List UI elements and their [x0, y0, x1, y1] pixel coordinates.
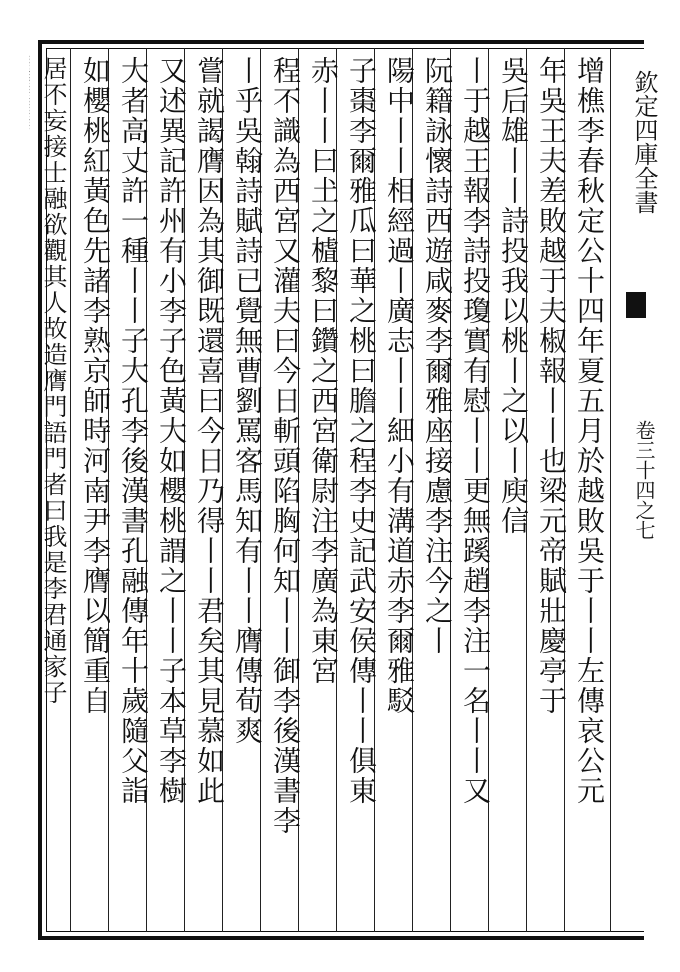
text-column-12: 又述異記許州有小李子色黃大如櫻桃謂之丨丨子本草李樹 [155, 56, 188, 806]
text-column-3: 吳后雄丨丨詩投我以桃丨之以丨庾信 [497, 56, 530, 536]
text-column-5: 阮籍詠懷詩西遊咸麥李爾雅座接慮李注今之丨 [421, 56, 454, 656]
text-column-2: 年吳王夫差敗越于夫椒報丨丨也梁元帝賦壯慶亭于 [535, 56, 568, 716]
text-column-7: 子棗李爾雅瓜曰華之桃曰膽之程李史記武安侯傳丨丨俱東 [345, 56, 378, 806]
text-column-8: 赤丨丨曰𡈽之樝黎曰鑽之西宮衛尉注李廣為東宮 [307, 56, 340, 686]
text-column-14: 如櫻桃紅黃色先諸李熟京師時河南尹李膺以簡重自 [79, 56, 112, 716]
text-column-11: 嘗就謁膺因為其御既還喜曰今日乃得丨丨君矣其見慕如此 [193, 56, 226, 806]
text-column-6: 陽中丨丨相經過丨廣志丨丨細小有溝道赤李爾雅駁 [383, 56, 416, 716]
text-column-13: 大者高丈許一種丨丨子大孔李後漢書孔融傳年十歲隨父詣 [117, 56, 150, 806]
column-rule [610, 48, 611, 932]
text-column-1: 增樵李春秋定公十四年夏五月於越敗吳于丨丨左傳哀公元 [573, 56, 606, 806]
text-column-15: 居不妄接士融欲觀其人故造膺門語門者曰我是李君通家子 [39, 56, 67, 706]
text-column-9: 程不識為西宮又灌夫曰今日斬頭陷胸何知丨丨御李後漢書李 [269, 56, 302, 836]
volume-label: 卷三十四之七 [632, 420, 656, 540]
book-title: 欽定四庫全書 [630, 70, 658, 214]
text-column-16: 弟門者言之膺請融問曰高明祖父嘗與僕有恩舊乎融曰然先 [29, 56, 30, 131]
fish-tail-mark [626, 292, 646, 318]
text-column-4: 丨于越王報李詩投瓊實有慰丨丨更無蹊趙李注一名丨丨又 [459, 56, 492, 806]
text-column-10: 丨乎吳翰詩賦詩已覺無曹劉罵客馬知有丨丨膺傳荀爽 [231, 56, 264, 746]
